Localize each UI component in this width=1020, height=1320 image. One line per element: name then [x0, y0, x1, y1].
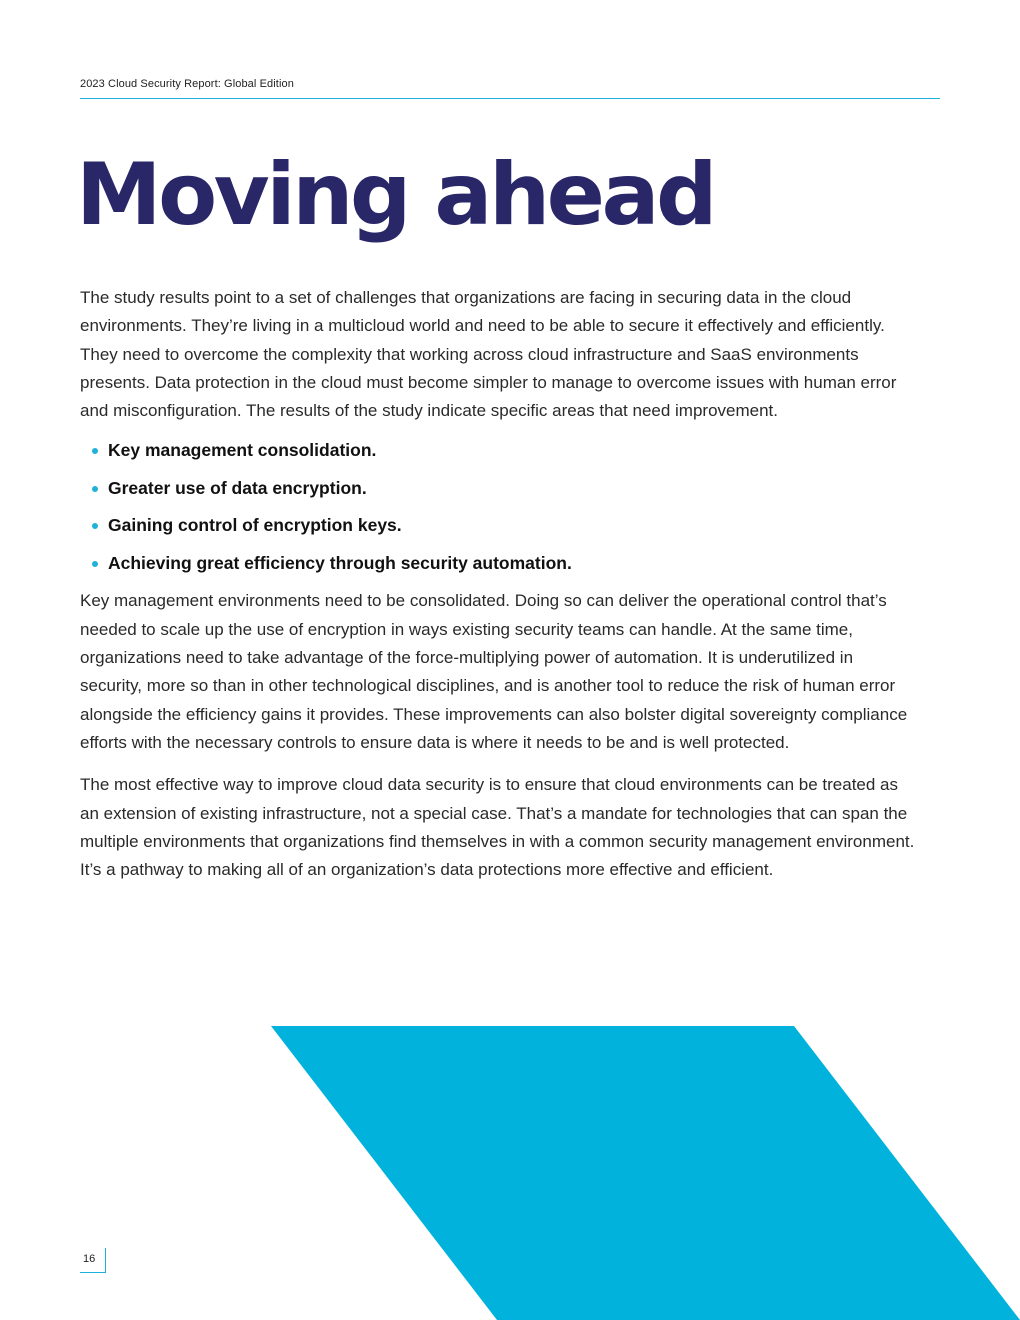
page-number-box — [80, 1248, 106, 1273]
body-paragraph-1: Key management environments need to be consolidated. Doing so can deliver the operational control that’s needed to scale up the use of encryption in ways existing security teams can handle. At the same time, organizations need to take advantage of the force-multiplying power of automation. It is underutilized in security, more so than in other technological disciplines, and is another tool to reduce the risk of human error alongside the efficiency gains it provides. These improvements can also bolster digital sovereignty compliance efforts with the necessary controls to ensure data is where it needs to be and is well protected. — [80, 591, 908, 752]
running-header: 2023 Cloud Security Report: Global Edition — [80, 78, 294, 90]
list-item-text: Achieving great efficiency through security automation. — [108, 552, 572, 573]
list-item-text: Gaining control of encryption keys. — [108, 515, 402, 536]
intro-paragraph: The study results point to a set of challenges that organizations are facing in securing data in the cloud environments. They’re living in a multicloud world and need to be able to secure it effectively and efficiently. They need to overcome the complexity that working across cloud infrastructure and SaaS environments presents. Data protection in the cloud must become simpler to manage to overcome issues with human error and misconfiguration. The results of the study indicate specific areas that need improvement. — [80, 288, 897, 421]
list-item-text: Key management consolidation. — [108, 440, 377, 461]
list-item-text: Greater use of data encryption. — [108, 477, 367, 498]
page-title: Moving ahead — [76, 145, 715, 245]
body-paragraph-2: The most effective way to improve cloud data security is to ensure that cloud environments can be treated as an extension of existing infrastructure, not a special case. That’s a mandate for technologies that can span the multiple environments that organizations find themselves in with a common security management environment. It’s a pathway to making all of an organization’s data protections more effective and efficient. — [80, 775, 915, 880]
accent-shape — [271, 1026, 1020, 1320]
page-number: 16 — [83, 1253, 96, 1265]
